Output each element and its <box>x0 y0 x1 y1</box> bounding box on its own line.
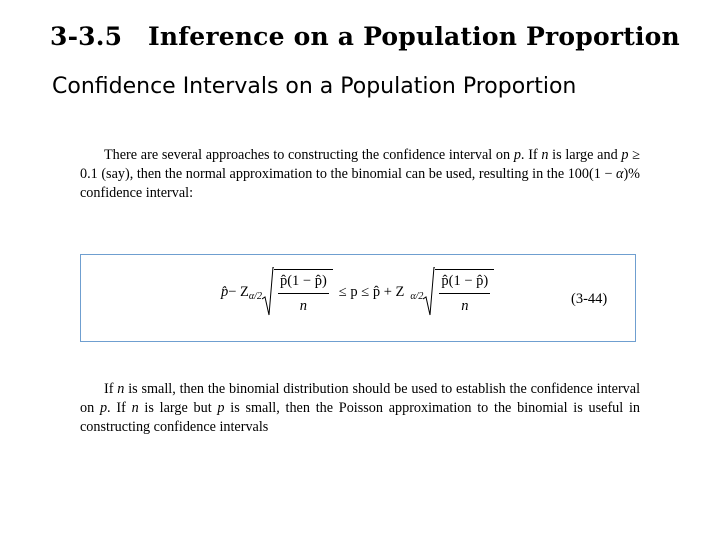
radical-sign-icon <box>262 267 274 317</box>
subsection-heading: Confidence Intervals on a Population Proportion <box>52 74 577 99</box>
fraction-denominator: n <box>299 298 307 314</box>
sqrt-right <box>423 267 494 317</box>
math-variable: n <box>541 147 549 163</box>
math-variable: p <box>217 400 225 416</box>
text-run: There are several approaches to constructing the confidence interval on <box>104 147 514 163</box>
math-variable: n <box>117 381 125 397</box>
equation-number: (3-44) <box>571 291 608 307</box>
text-run: is small, then the Poisson approximation to the binomial is useful in constructing confidence intervals <box>80 400 640 435</box>
text-run: is large and <box>548 147 622 163</box>
text-run: ≥ 0.1 (say), then the normal approximation to the binomial can be used, resulting in the 100(1 − <box>80 147 640 182</box>
fraction <box>435 269 494 317</box>
math-variable: α <box>616 166 624 182</box>
text-run: )% confidence interval: <box>80 166 640 201</box>
radical-sign-icon <box>423 267 435 317</box>
fraction-denominator: n <box>461 298 469 314</box>
math-variable: p <box>513 147 521 163</box>
text-run: is small, then the binomial distribution should be used to establish the confidence interval on <box>80 381 641 416</box>
closing-paragraph <box>80 380 640 437</box>
equation-box <box>80 254 636 342</box>
z-term: − Z <box>228 283 249 300</box>
sqrt-left <box>262 267 333 317</box>
math-variable: p <box>621 147 629 163</box>
fraction-numerator: p̂(1 − p̂) <box>439 271 490 294</box>
text-run: . If <box>107 400 132 416</box>
math-variable: n <box>131 400 139 416</box>
text-run: . If <box>520 147 542 163</box>
section-title: Inference on a Population Proportion <box>148 22 680 51</box>
fraction-numerator: p̂(1 − p̂) <box>278 271 329 294</box>
inequality-middle: ≤ p ≤ p̂ + Z <box>338 283 405 300</box>
text-run: is large but <box>138 400 218 416</box>
intro-paragraph <box>80 146 640 203</box>
confidence-interval-equation <box>221 267 494 317</box>
math-variable: p <box>99 400 108 416</box>
alpha-subscript: α/2 <box>410 290 424 302</box>
section-number: 3-3.5 <box>50 22 123 51</box>
p-hat: p̂ <box>221 283 229 300</box>
fraction <box>274 269 333 317</box>
text-run: If <box>104 381 118 397</box>
alpha-subscript: α/2 <box>248 290 262 302</box>
section-heading <box>50 22 680 51</box>
